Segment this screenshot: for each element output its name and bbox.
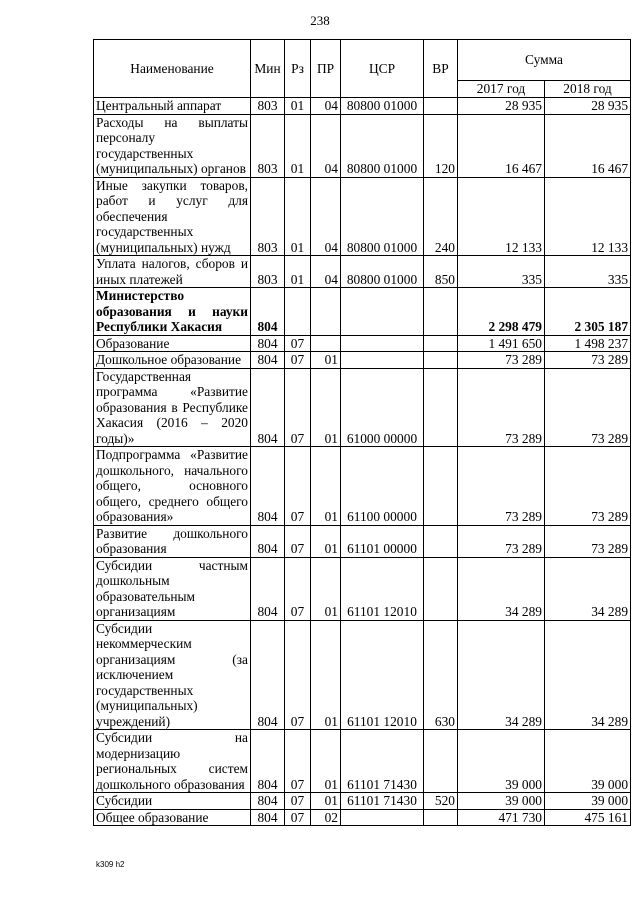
- header-min: Мин: [251, 40, 285, 98]
- header-year-2018: 2018 год: [545, 81, 631, 98]
- cell-rz: [285, 288, 311, 336]
- header-name: Наименование: [94, 40, 251, 98]
- cell-pr: 04: [311, 98, 341, 115]
- cell-pr: 01: [311, 352, 341, 369]
- cell-name: Иные закупки товаров, работ и услуг для обеспечения государственных (муниципальных) нужд: [94, 177, 251, 256]
- cell-name: Дошкольное образование: [94, 352, 251, 369]
- cell-min: 804: [251, 368, 285, 447]
- cell-2018: 73 289: [545, 352, 631, 369]
- cell-min: 803: [251, 177, 285, 256]
- cell-vr: [424, 809, 458, 826]
- table-row: [94, 557, 631, 620]
- cell-pr: 01: [311, 557, 341, 620]
- cell-name: Министерство образования и науки Республики Хакасия: [94, 288, 251, 336]
- cell-name: Субсидии частным дошкольным образовательным организациям: [94, 557, 251, 620]
- cell-2018: 28 935: [545, 98, 631, 115]
- cell-pr: 01: [311, 620, 341, 730]
- table-row: [94, 793, 631, 810]
- cell-min: 804: [251, 730, 285, 793]
- cell-2018: 73 289: [545, 525, 631, 557]
- cell-min: 804: [251, 288, 285, 336]
- cell-vr: [424, 352, 458, 369]
- cell-vr: [424, 368, 458, 447]
- cell-rz: 07: [285, 525, 311, 557]
- cell-2018: 34 289: [545, 620, 631, 730]
- cell-2017: 12 133: [458, 177, 545, 256]
- cell-name: Субсидии на модернизацию региональных систем дошкольного образования: [94, 730, 251, 793]
- table-row: [94, 525, 631, 557]
- cell-rz: 07: [285, 368, 311, 447]
- table-row: [94, 288, 631, 336]
- cell-rz: 07: [285, 809, 311, 826]
- cell-rz: 01: [285, 177, 311, 256]
- cell-pr: 04: [311, 177, 341, 256]
- cell-pr: 01: [311, 730, 341, 793]
- cell-2017: 73 289: [458, 368, 545, 447]
- cell-vr: 240: [424, 177, 458, 256]
- cell-name: Центральный аппарат: [94, 98, 251, 115]
- cell-pr: 02: [311, 809, 341, 826]
- cell-2017: 39 000: [458, 793, 545, 810]
- cell-csr: 61101 71430: [341, 793, 424, 810]
- table-row: [94, 620, 631, 730]
- cell-rz: 07: [285, 793, 311, 810]
- cell-2017: 34 289: [458, 557, 545, 620]
- cell-min: 803: [251, 114, 285, 177]
- header-sum: Сумма: [458, 40, 631, 81]
- cell-2018: 73 289: [545, 447, 631, 526]
- footer-code: k309 h2: [96, 860, 125, 869]
- cell-2017: 73 289: [458, 352, 545, 369]
- cell-rz: 07: [285, 620, 311, 730]
- cell-2017: 1 491 650: [458, 335, 545, 352]
- cell-csr: [341, 352, 424, 369]
- cell-csr: 80800 01000: [341, 114, 424, 177]
- cell-csr: 80800 01000: [341, 177, 424, 256]
- cell-csr: 61100 00000: [341, 447, 424, 526]
- cell-csr: [341, 288, 424, 336]
- cell-min: 804: [251, 620, 285, 730]
- cell-rz: 07: [285, 730, 311, 793]
- cell-2017: 73 289: [458, 525, 545, 557]
- cell-csr: 80800 01000: [341, 256, 424, 288]
- cell-2017: 471 730: [458, 809, 545, 826]
- cell-2018: 16 467: [545, 114, 631, 177]
- cell-2018: 12 133: [545, 177, 631, 256]
- cell-min: 804: [251, 557, 285, 620]
- cell-2017: 16 467: [458, 114, 545, 177]
- cell-csr: 80800 01000: [341, 98, 424, 115]
- cell-2018: 335: [545, 256, 631, 288]
- cell-csr: 61101 00000: [341, 525, 424, 557]
- cell-vr: 120: [424, 114, 458, 177]
- cell-2018: 39 000: [545, 793, 631, 810]
- budget-table: [93, 39, 631, 826]
- cell-min: 804: [251, 793, 285, 810]
- cell-rz: 07: [285, 335, 311, 352]
- cell-name: Развитие дошкольного образования: [94, 525, 251, 557]
- page-number: 238: [310, 13, 330, 28]
- cell-2018: 73 289: [545, 368, 631, 447]
- table-row: [94, 447, 631, 526]
- cell-rz: 01: [285, 114, 311, 177]
- cell-name: Образование: [94, 335, 251, 352]
- cell-min: 804: [251, 352, 285, 369]
- cell-2017: 39 000: [458, 730, 545, 793]
- table-row: [94, 809, 631, 826]
- header-year-2017: 2017 год: [458, 81, 545, 98]
- cell-name: Подпрограмма «Развитие дошкольного, начального общего, основного общего, среднего общего образования»: [94, 447, 251, 526]
- cell-rz: 07: [285, 352, 311, 369]
- cell-rz: 07: [285, 557, 311, 620]
- cell-min: 804: [251, 809, 285, 826]
- cell-2018: 475 161: [545, 809, 631, 826]
- cell-2017: 2 298 479: [458, 288, 545, 336]
- cell-name: Государственная программа «Развитие образования в Республике Хакасия (2016 – 2020 годы)»: [94, 368, 251, 447]
- cell-name: Общее образование: [94, 809, 251, 826]
- cell-2017: 335: [458, 256, 545, 288]
- cell-vr: 630: [424, 620, 458, 730]
- cell-min: 804: [251, 335, 285, 352]
- cell-csr: [341, 335, 424, 352]
- header-pr: ПР: [311, 40, 341, 98]
- cell-csr: 61000 00000: [341, 368, 424, 447]
- cell-pr: 01: [311, 525, 341, 557]
- cell-pr: 01: [311, 447, 341, 526]
- cell-pr: [311, 335, 341, 352]
- cell-2017: 34 289: [458, 620, 545, 730]
- cell-min: 803: [251, 98, 285, 115]
- cell-pr: [311, 288, 341, 336]
- cell-2018: 2 305 187: [545, 288, 631, 336]
- cell-vr: [424, 730, 458, 793]
- cell-rz: 01: [285, 256, 311, 288]
- cell-csr: 61101 71430: [341, 730, 424, 793]
- cell-2018: 1 498 237: [545, 335, 631, 352]
- header-csr: ЦСР: [341, 40, 424, 98]
- cell-csr: 61101 12010: [341, 620, 424, 730]
- cell-2017: 28 935: [458, 98, 545, 115]
- cell-2017: 73 289: [458, 447, 545, 526]
- table-body: [94, 98, 631, 826]
- cell-min: 803: [251, 256, 285, 288]
- cell-vr: 520: [424, 793, 458, 810]
- cell-vr: [424, 557, 458, 620]
- table-row: [94, 256, 631, 288]
- cell-min: 804: [251, 525, 285, 557]
- cell-rz: 01: [285, 98, 311, 115]
- cell-csr: 61101 12010: [341, 557, 424, 620]
- cell-min: 804: [251, 447, 285, 526]
- cell-vr: 850: [424, 256, 458, 288]
- table-row: [94, 177, 631, 256]
- table-row: [94, 352, 631, 369]
- header-rz: Рз: [285, 40, 311, 98]
- cell-name: Субсидии некоммерческим организациям (за исключением государственных (муниципальных) учреждений): [94, 620, 251, 730]
- cell-csr: [341, 809, 424, 826]
- cell-pr: 04: [311, 256, 341, 288]
- cell-rz: 07: [285, 447, 311, 526]
- cell-vr: [424, 98, 458, 115]
- table-row: [94, 368, 631, 447]
- cell-vr: [424, 447, 458, 526]
- cell-pr: 04: [311, 114, 341, 177]
- header-vr: ВР: [424, 40, 458, 98]
- cell-vr: [424, 288, 458, 336]
- table-row: [94, 335, 631, 352]
- cell-pr: 01: [311, 793, 341, 810]
- cell-pr: 01: [311, 368, 341, 447]
- cell-2018: 39 000: [545, 730, 631, 793]
- cell-vr: [424, 335, 458, 352]
- cell-name: Расходы на выплаты персоналу государственных (муниципальных) органов: [94, 114, 251, 177]
- table-row: [94, 98, 631, 115]
- cell-vr: [424, 525, 458, 557]
- cell-2018: 34 289: [545, 557, 631, 620]
- cell-name: Уплата налогов, сборов и иных платежей: [94, 256, 251, 288]
- table-row: [94, 730, 631, 793]
- cell-name: Субсидии: [94, 793, 251, 810]
- table-row: [94, 114, 631, 177]
